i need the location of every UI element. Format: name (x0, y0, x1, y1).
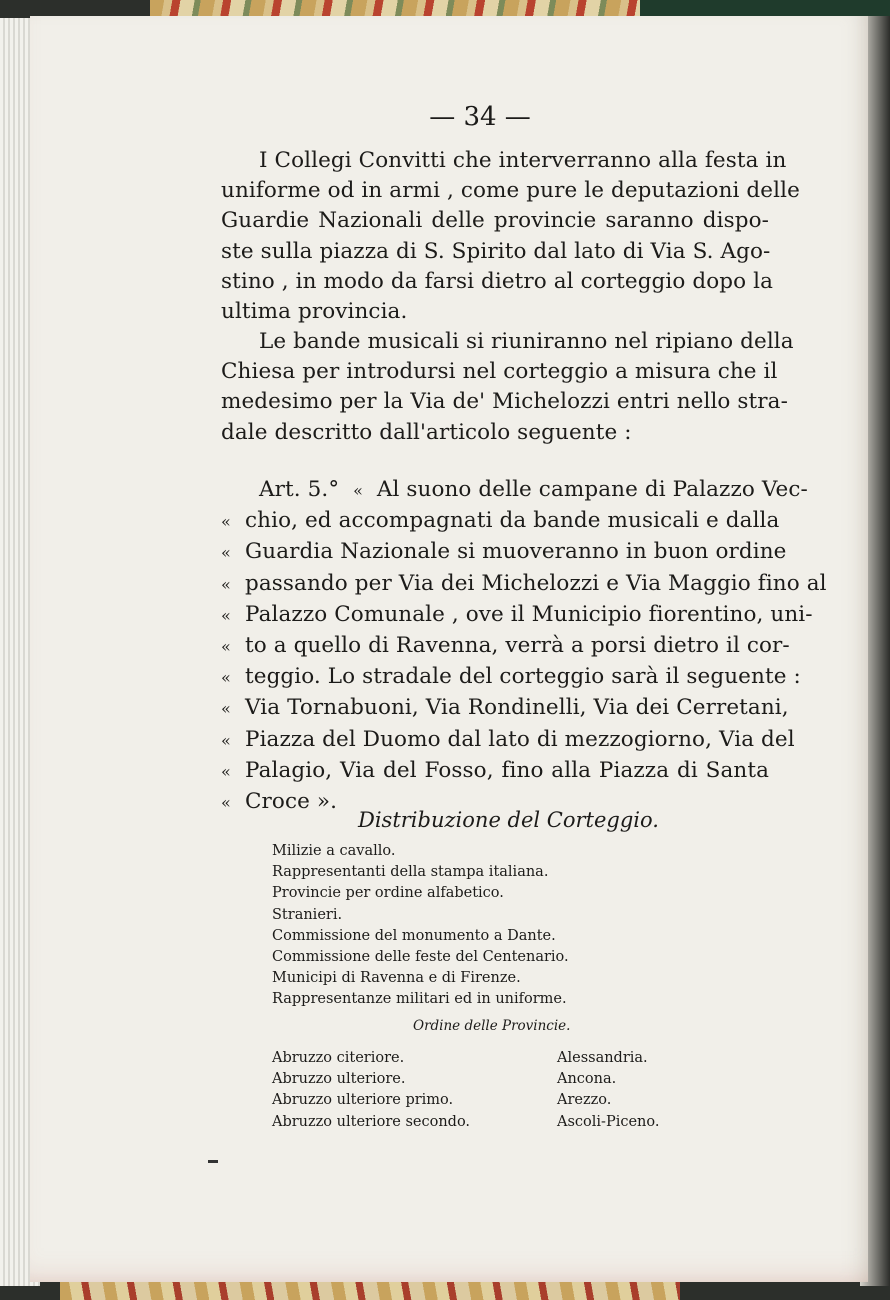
provinces-title: Ordine delle Provincie. (413, 1018, 571, 1034)
list-item: Abruzzo ulteriore primo. (272, 1092, 454, 1109)
text-line: Chiesa per introdursi nel corteggio a misura che il (221, 359, 778, 385)
ink-mark (208, 1160, 218, 1163)
marbled-endpaper-bottom (60, 1280, 680, 1300)
text-line: ultima provincia. (221, 299, 408, 325)
list-item: Milizie a cavallo. (272, 843, 396, 859)
quote-mark: « (221, 793, 231, 813)
text-line (221, 475, 808, 506)
text-line (221, 725, 795, 756)
article-text: chio, ed accompagnati da bande musicali e dalla (245, 508, 780, 534)
article-text: teggio. Lo stradale del corteggio sarà il seguente : (245, 664, 801, 690)
list-item: Rappresentanti della stampa italiana. (272, 864, 549, 881)
text-line (221, 569, 827, 600)
list-item: Abruzzo citeriore. (272, 1050, 405, 1066)
list-item: Ascoli-Piceno. (557, 1113, 660, 1130)
article-text: Al suono delle campane di Palazzo Vec- (376, 477, 808, 502)
quote-mark: « (221, 574, 231, 594)
article-text: Palazzo Comunale , ove il Municipio fiorentino, uni- (245, 601, 813, 627)
list-item: Abruzzo ulteriore secondo. (272, 1113, 471, 1130)
list-item: Provincie per ordine alfabetico. (272, 885, 504, 902)
text-line (221, 662, 801, 693)
quote-mark: « (221, 605, 231, 625)
article-text: to a quello di Ravenna, verrà a porsi dietro il cor- (245, 633, 790, 659)
article-5 (221, 475, 827, 818)
quote-mark: « (221, 699, 231, 719)
text-line: ste sulla piazza di S. Spirito dal lato di Via S. Ago- (221, 238, 771, 264)
text-line (221, 631, 790, 662)
list-item: Commissione delle feste del Centenario. (272, 949, 569, 966)
list-item: Stranieri. (272, 906, 343, 923)
article-text: Croce ». (245, 789, 338, 815)
text-line: stino , in modo da farsi dietro al corteggio dopo la (221, 268, 774, 294)
paragraph-1 (221, 146, 800, 327)
quote-mark: « (221, 637, 231, 657)
article-text: Piazza del Duomo dal lato di mezzogiorno, Via del (245, 726, 795, 752)
quote-mark: « (353, 481, 363, 500)
text-line: I Collegi Convitti che interverranno alla festa in (259, 148, 787, 173)
article-text: Via Tornabuoni, Via Rondinelli, Via dei Cerretani, (245, 695, 789, 721)
list-item: Rappresentanze militari ed in uniforme. (272, 991, 567, 1008)
quote-mark: « (221, 730, 231, 750)
text-line: medesimo per la Via de' Michelozzi entri nello stra- (221, 389, 788, 415)
paragraph-2 (221, 327, 794, 448)
quote-mark: « (221, 512, 231, 532)
article-text: passando per Via dei Michelozzi e Via Maggio fino al (245, 570, 827, 596)
provinces-right-column (557, 1048, 659, 1133)
text-line (221, 600, 813, 631)
list-item: Municipi di Ravenna e di Firenze. (272, 970, 521, 987)
text-line (221, 506, 780, 537)
article-text: Guardia Nazionale si muoveranno in buon ordine (245, 539, 787, 565)
article-text: Palagio, Via del Fosso, fino alla Piazza di Santa (245, 757, 769, 783)
text-line: Le bande musicali si riuniranno nel ripiano della (259, 329, 794, 354)
distribution-list (272, 841, 569, 1011)
list-item: Commissione del monumento a Dante. (272, 927, 556, 944)
text-line (221, 756, 769, 787)
text-line: Guardie Nazionali delle provincie saranno dispo- (221, 208, 769, 234)
page-number: — 34 — (429, 102, 531, 132)
distribution-title: Distribuzione del Corteggio. (358, 808, 659, 832)
list-item: Ancona. (557, 1071, 617, 1088)
text-line (221, 693, 789, 724)
article-label: Art. 5.° (259, 477, 340, 502)
quote-mark: « (221, 543, 231, 563)
quote-mark: « (221, 761, 231, 781)
text-line: dale descritto dall'articolo seguente : (221, 419, 632, 445)
quote-mark: « (221, 668, 231, 688)
text-line (221, 537, 787, 568)
list-item: Abruzzo ulteriore. (272, 1071, 406, 1088)
list-item: Arezzo. (557, 1092, 612, 1109)
text-line: uniforme od in armi , come pure le deputazioni delle (221, 178, 800, 204)
list-item: Alessandria. (557, 1050, 648, 1066)
provinces-left-column (272, 1048, 470, 1133)
